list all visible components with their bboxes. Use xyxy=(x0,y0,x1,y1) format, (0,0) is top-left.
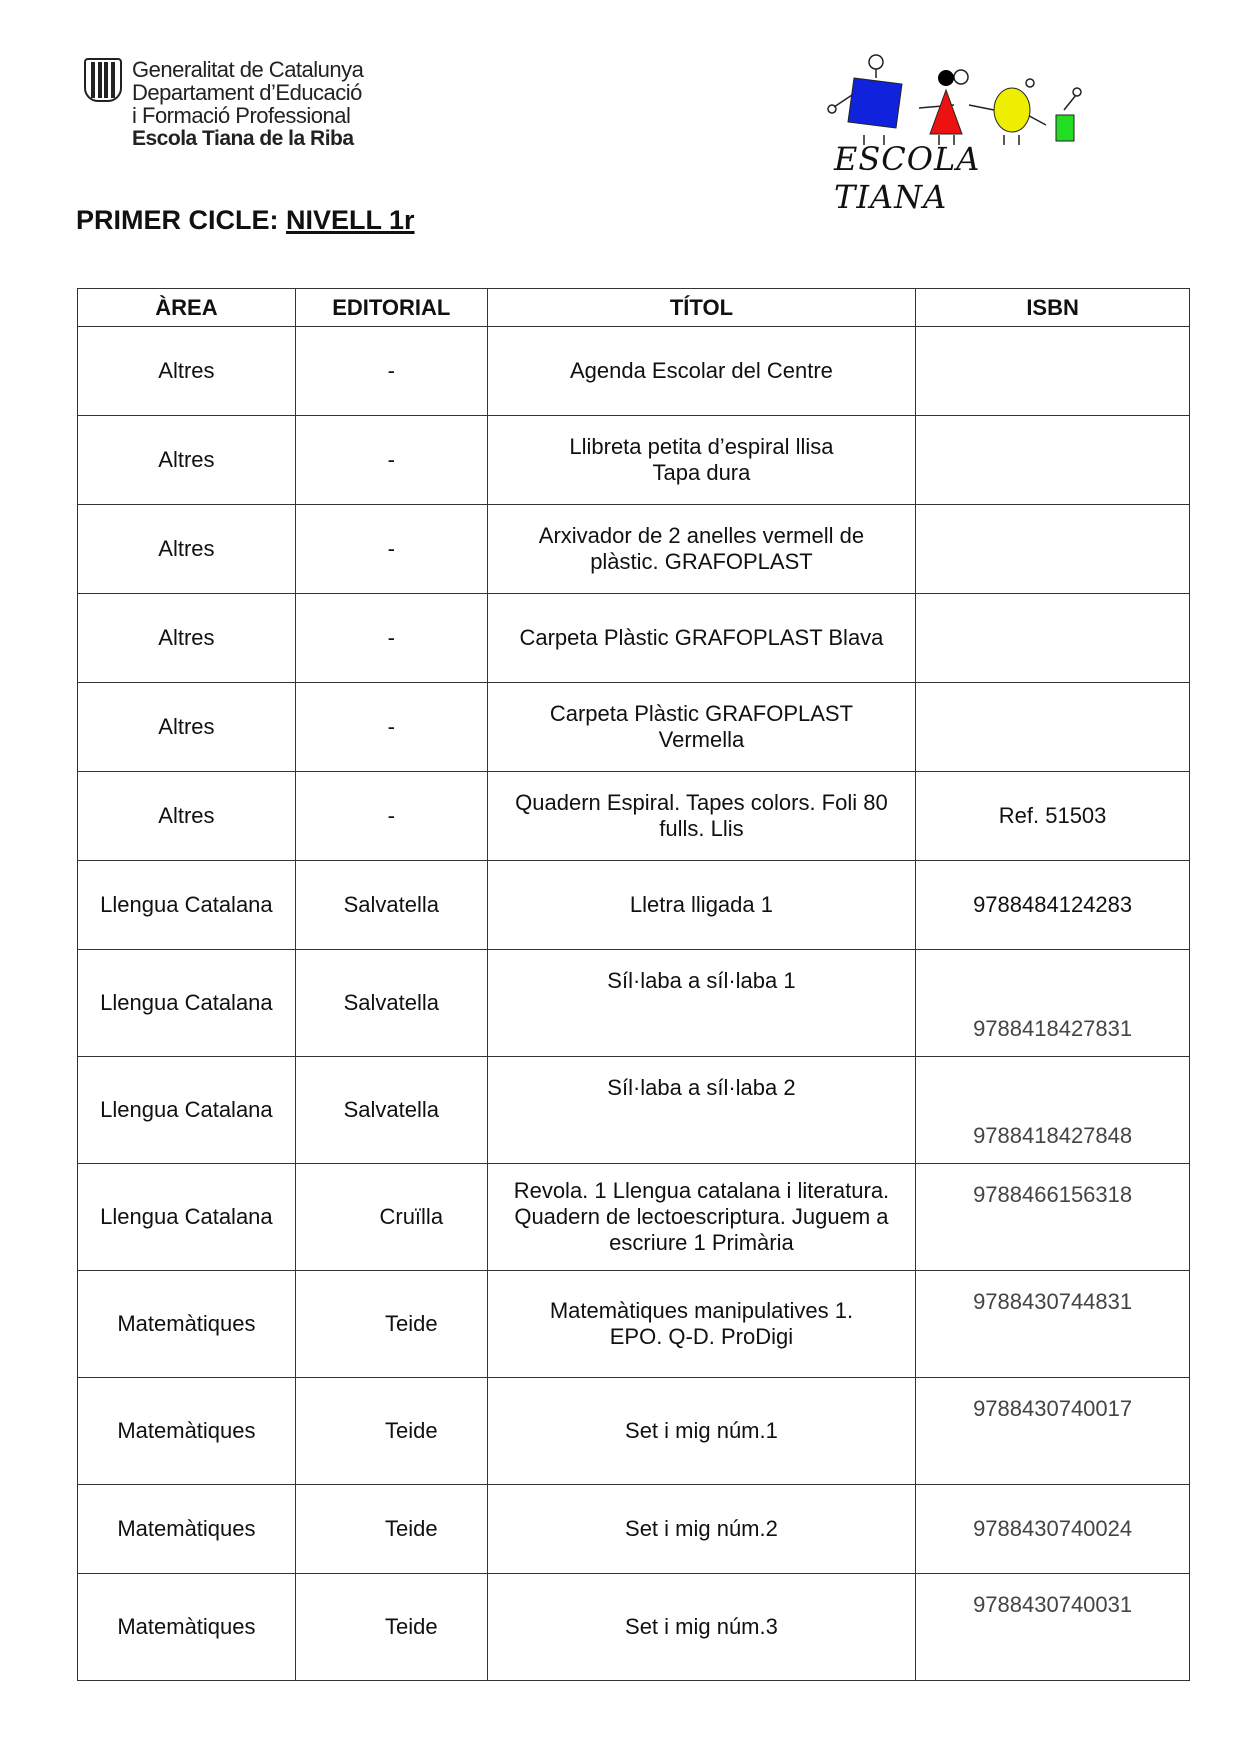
cell-area: Llengua Catalana xyxy=(78,861,296,950)
school-logo-text: ESCOLA TIANA xyxy=(834,140,981,216)
cell-editorial: Teide xyxy=(295,1378,487,1485)
cell-title xyxy=(487,1378,915,1485)
cell-editorial: - xyxy=(295,327,487,416)
cell-editorial: Salvatella xyxy=(295,950,487,1057)
table-row xyxy=(78,772,1190,861)
level-label: NIVELL 1r xyxy=(286,205,415,235)
cell-editorial: - xyxy=(295,772,487,861)
title-line: Quadern Espiral. Tapes colors. Foli 80 xyxy=(515,790,888,815)
cell-title xyxy=(487,772,915,861)
cell-isbn: 9788430740017 xyxy=(916,1378,1190,1485)
cell-title xyxy=(487,1574,915,1681)
title-line: Síl·laba a síl·laba 2 xyxy=(607,1075,796,1100)
title-line: escriure 1 Primària xyxy=(609,1230,794,1255)
cell-area: Altres xyxy=(78,505,296,594)
title-line: Agenda Escolar del Centre xyxy=(569,358,833,383)
table-row xyxy=(78,505,1190,594)
cell-editorial: - xyxy=(295,594,487,683)
cell-isbn xyxy=(916,683,1190,772)
title-line: Síl·laba a síl·laba 1 xyxy=(607,968,796,993)
cell-isbn: 9788484124283 xyxy=(916,861,1190,950)
cell-editorial: - xyxy=(295,683,487,772)
header-area: ÀREA xyxy=(78,289,296,327)
title-line: Set i mig núm.2 xyxy=(625,1516,778,1541)
header-isbn: ISBN xyxy=(916,289,1190,327)
cell-isbn xyxy=(916,594,1190,683)
cell-area: Matemàtiques xyxy=(78,1574,296,1681)
cell-area: Llengua Catalana xyxy=(78,1164,296,1271)
header-editorial: EDITORIAL xyxy=(295,289,487,327)
gen-line: i Formació Professional xyxy=(132,103,351,128)
header-title: TÍTOL xyxy=(487,289,915,327)
cell-isbn xyxy=(916,416,1190,505)
children-figures-icon xyxy=(824,50,1101,145)
title-line: fulls. Llis xyxy=(659,816,744,841)
cell-area: Matemàtiques xyxy=(78,1271,296,1378)
cell-area: Matemàtiques xyxy=(78,1485,296,1574)
table-row xyxy=(78,416,1190,505)
title-line: Quadern de lectoescriptura. Juguem a xyxy=(514,1204,889,1229)
title-line: Llibreta petita d’espiral llisa xyxy=(569,434,834,459)
table-row xyxy=(78,1378,1190,1485)
cell-area: Matemàtiques xyxy=(78,1378,296,1485)
generalitat-text xyxy=(132,58,363,150)
cell-isbn: 9788430740024 xyxy=(916,1485,1190,1574)
table-row xyxy=(78,1164,1190,1271)
title-line: plàstic. GRAFOPLAST xyxy=(590,549,813,574)
table-row xyxy=(78,861,1190,950)
page-title xyxy=(76,205,415,236)
cell-area: Llengua Catalana xyxy=(78,1057,296,1164)
table-row xyxy=(78,327,1190,416)
title-line: Vermella xyxy=(658,727,745,752)
cell-editorial: Teide xyxy=(295,1574,487,1681)
cell-editorial: Salvatella xyxy=(295,861,487,950)
cell-title xyxy=(487,1057,915,1164)
title-line: Set i mig núm.1 xyxy=(625,1418,778,1443)
table-row xyxy=(78,950,1190,1057)
title-line: Arxivador de 2 anelles vermell de xyxy=(538,523,865,548)
cell-editorial: - xyxy=(295,416,487,505)
title-line: Carpeta Plàstic GRAFOPLAST Blava xyxy=(519,625,884,650)
cell-isbn: 9788430740031 xyxy=(916,1574,1190,1681)
cell-isbn: Ref. 51503 xyxy=(916,772,1190,861)
title-line: EPO. Q-D. ProDigi xyxy=(609,1324,794,1349)
escola-tiana-logo xyxy=(824,50,1101,216)
cell-editorial: Salvatella xyxy=(295,1057,487,1164)
cell-editorial: Cruïlla xyxy=(295,1164,487,1271)
title-line: Revola. 1 Llengua catalana i literatura. xyxy=(513,1178,890,1203)
title-line: Tapa dura xyxy=(652,460,751,485)
table-header-row xyxy=(78,289,1190,327)
gen-line: Generalitat de Catalunya xyxy=(132,57,364,82)
cell-editorial: Teide xyxy=(295,1271,487,1378)
book-list-table xyxy=(77,288,1190,1681)
table-row xyxy=(78,683,1190,772)
cell-title xyxy=(487,950,915,1057)
title-line: Matemàtiques manipulatives 1. xyxy=(549,1298,854,1323)
cell-title xyxy=(487,505,915,594)
table-row xyxy=(78,1057,1190,1164)
cell-title xyxy=(487,683,915,772)
cell-isbn: 9788430744831 xyxy=(916,1271,1190,1378)
cell-area: Altres xyxy=(78,416,296,505)
cell-isbn: 9788418427831 xyxy=(916,950,1190,1057)
cell-title xyxy=(487,1164,915,1271)
cell-area: Altres xyxy=(78,327,296,416)
cell-title xyxy=(487,861,915,950)
cell-title xyxy=(487,416,915,505)
cell-isbn xyxy=(916,327,1190,416)
cell-isbn: 9788466156318 xyxy=(916,1164,1190,1271)
cell-title xyxy=(487,594,915,683)
cell-isbn xyxy=(916,505,1190,594)
school-name: Escola Tiana de la Riba xyxy=(132,127,354,150)
cell-area: Llengua Catalana xyxy=(78,950,296,1057)
table-row xyxy=(78,1574,1190,1681)
table-row xyxy=(78,1485,1190,1574)
generalitat-shield-icon xyxy=(84,58,122,102)
cell-title xyxy=(487,1271,915,1378)
cell-area: Altres xyxy=(78,594,296,683)
cell-title xyxy=(487,327,915,416)
table-row xyxy=(78,1271,1190,1378)
generalitat-logo xyxy=(84,58,363,150)
gen-line: Departament d’Educació xyxy=(132,80,362,105)
cell-area: Altres xyxy=(78,683,296,772)
title-line: Lletra lligada 1 xyxy=(629,892,773,917)
cell-area: Altres xyxy=(78,772,296,861)
cell-isbn: 9788418427848 xyxy=(916,1057,1190,1164)
title-line: Carpeta Plàstic GRAFOPLAST xyxy=(549,701,854,726)
cycle-label: PRIMER CICLE: xyxy=(76,205,279,235)
cell-editorial: Teide xyxy=(295,1485,487,1574)
cell-editorial: - xyxy=(295,505,487,594)
table-row xyxy=(78,594,1190,683)
title-line: Set i mig núm.3 xyxy=(625,1614,778,1639)
cell-title xyxy=(487,1485,915,1574)
